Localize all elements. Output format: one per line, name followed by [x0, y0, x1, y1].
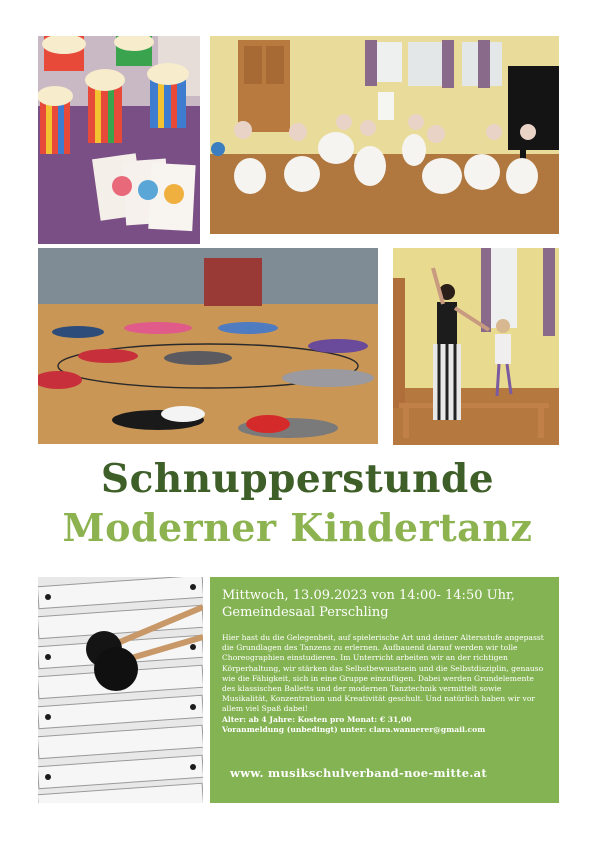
- photo-children-with-masks: [210, 36, 559, 234]
- title-moderner-kindertanz: Moderner Kindertanz: [62, 505, 533, 550]
- event-date-location: [222, 587, 549, 621]
- registration-contact: Voranmeldung (unbedingt) unter: clara.wannerer@gmail.com: [222, 725, 486, 735]
- photo-children-on-floor: [38, 248, 378, 444]
- photo-teacher-at-barre: [393, 248, 559, 445]
- title-schnupperstunde: Schnupperstunde: [100, 456, 495, 502]
- photo-xylophone-mallets: [38, 577, 203, 803]
- event-description: Hier hast du die Gelegenheit, auf spielerische Art und deiner Altersstufe angepasst die Grundlagen des Tanzens zu erlernen. Aufbauend darauf werden wir tolle Choreographien einstudieren. Im Unterricht arbeiten wir an der richtigen Körperhaltung, wir stärken das Selbstbewusstsein und die Selbstdisziplin, genauso wie die Fähigkeit, sich in eine Gruppe einzufügen. Dabei werden Grundelemente des klassischen Balletts und der modernen Tanztechnik vermittelt sowie Musikalität, Konzentration und Kreativität geschult. Und natürlich haben wir vor allem viel Spaß dabei!: [222, 633, 544, 714]
- photo-popcorn-and-flyers: [38, 36, 200, 244]
- info-box: [210, 577, 559, 803]
- event-location: Gemeindesaal Perschling: [222, 605, 389, 620]
- event-date-time: Mittwoch, 13.09.2023 von 14:00- 14:50 Uhr,: [222, 588, 515, 603]
- age-and-cost: Alter: ab 4 Jahre: Kosten pro Monat: € 31,00: [222, 714, 412, 724]
- website-link[interactable]: www. musikschulverband-noe-mitte.at: [230, 766, 488, 780]
